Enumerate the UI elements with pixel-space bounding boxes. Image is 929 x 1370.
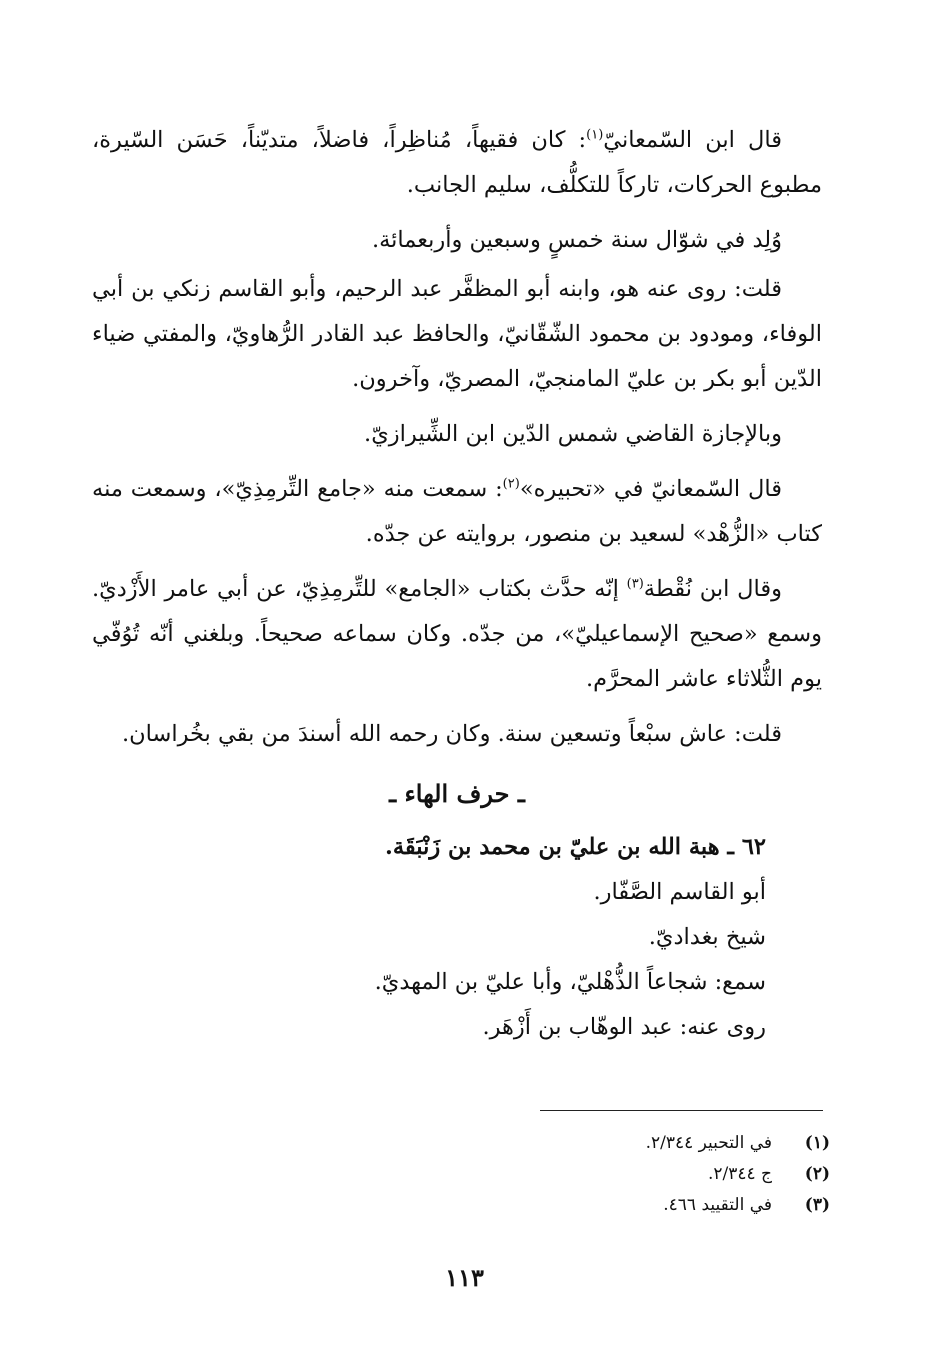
- paragraph-text: : كان فقيهاً، مُناظِراً، فاضلاً، متديّناً، حَسَن السّيرة، مطبوع الحركات، تاركاً للتكلُّف، سليم الجانب.: [92, 127, 822, 198]
- footnote-item: [420, 1159, 830, 1190]
- entry-line: أبو القاسم الصَّفّار.: [593, 879, 766, 905]
- paragraph-tahbir: [92, 467, 822, 557]
- footnote-text: ج ٢/٣٤٤.: [707, 1164, 772, 1184]
- footnotes: [420, 1128, 830, 1221]
- paragraph-ijaza: وبالإجازة القاضي شمس الدّين ابن الشِّيرازيّ.: [364, 421, 782, 447]
- footnote-number: (٣): [804, 1195, 830, 1215]
- main-text: [92, 118, 822, 1050]
- footnote-divider: [540, 1110, 823, 1111]
- footnote-item: [420, 1190, 830, 1221]
- footnote-number: (٢): [804, 1164, 830, 1184]
- page-number: ١١٣: [445, 1263, 484, 1292]
- footnote-item: [420, 1128, 830, 1159]
- footnote-ref: (٢): [502, 476, 520, 492]
- footnote-text: في التقييد ٤٦٦.: [663, 1195, 772, 1215]
- paragraph-text: إنّه حدَّث بكتاب «الجامع» للتِّرمِذِيّ، عن أبي عامر الأَزْديّ. وسمع «صحيح الإسماعيليّ»، من جدّه. وكان سماعه صحيحاً. وبلغني أنّه تُوُفّي يوم الثُّلاثاء عاشر المحرَّم.: [92, 576, 822, 692]
- footnote-number: (١): [804, 1133, 830, 1153]
- paragraph-text: وقال ابن نُقْطة: [643, 576, 782, 602]
- paragraph-ibn-nuqta: [92, 567, 822, 702]
- entry-line: شيخ بغداديّ.: [648, 924, 766, 950]
- footnote-text: في التحبير ٢/٣٤٤.: [645, 1133, 772, 1153]
- footnote-ref: (١): [586, 127, 604, 143]
- entry-line: روى عنه: عبد الوهّاب بن أَزْهَر.: [482, 1014, 766, 1040]
- paragraph-lifespan: قلت: عاش سبْعاً وتسعين سنة. وكان رحمه الله أسندَ من بقي بخُراسان.: [121, 721, 782, 747]
- paragraph-birth: وُلِد في شوّال سنة خمسٍ وسبعين وأربعمائة.: [371, 227, 782, 253]
- paragraph-text: قال ابن السّمعانيّ: [603, 127, 782, 153]
- footnote-ref: (٣): [626, 576, 644, 592]
- entry-title: ٦٢ ـ هبة الله بن عليّ بن محمد بن زَنْبَقَة.: [385, 834, 766, 860]
- biography-entry: [92, 825, 766, 1050]
- paragraph-narrators: قلت: روى عنه هو، وابنه أبو المظفَّر عبد الرحيم، وأبو القاسم زنكي بن أبي الوفاء، ومودود بن محمود الشّقّانيّ، والحافظ عبد القادر الرُّهاويّ، والمفتي ضياء الدّين أبو بكر بن عليّ المامنجيّ، المصريّ، وآخرون.: [92, 276, 822, 392]
- paragraph-samani-quote: [92, 118, 822, 208]
- paragraph-text: قال السّمعانيّ في «تحبيره»: [519, 476, 783, 502]
- entry-line: سمع: شجاعاً الذُّهْليّ، وأبا عليّ بن المهديّ.: [374, 969, 766, 995]
- paragraph-text: : سمعت منه «جامع التِّرمِذِيّ»، وسمعت منه كتاب «الزُّهْد» لسعيد بن منصور، بروايته عن جدّه.: [92, 476, 822, 547]
- section-heading: ـ حرف الهاء ـ: [389, 779, 525, 808]
